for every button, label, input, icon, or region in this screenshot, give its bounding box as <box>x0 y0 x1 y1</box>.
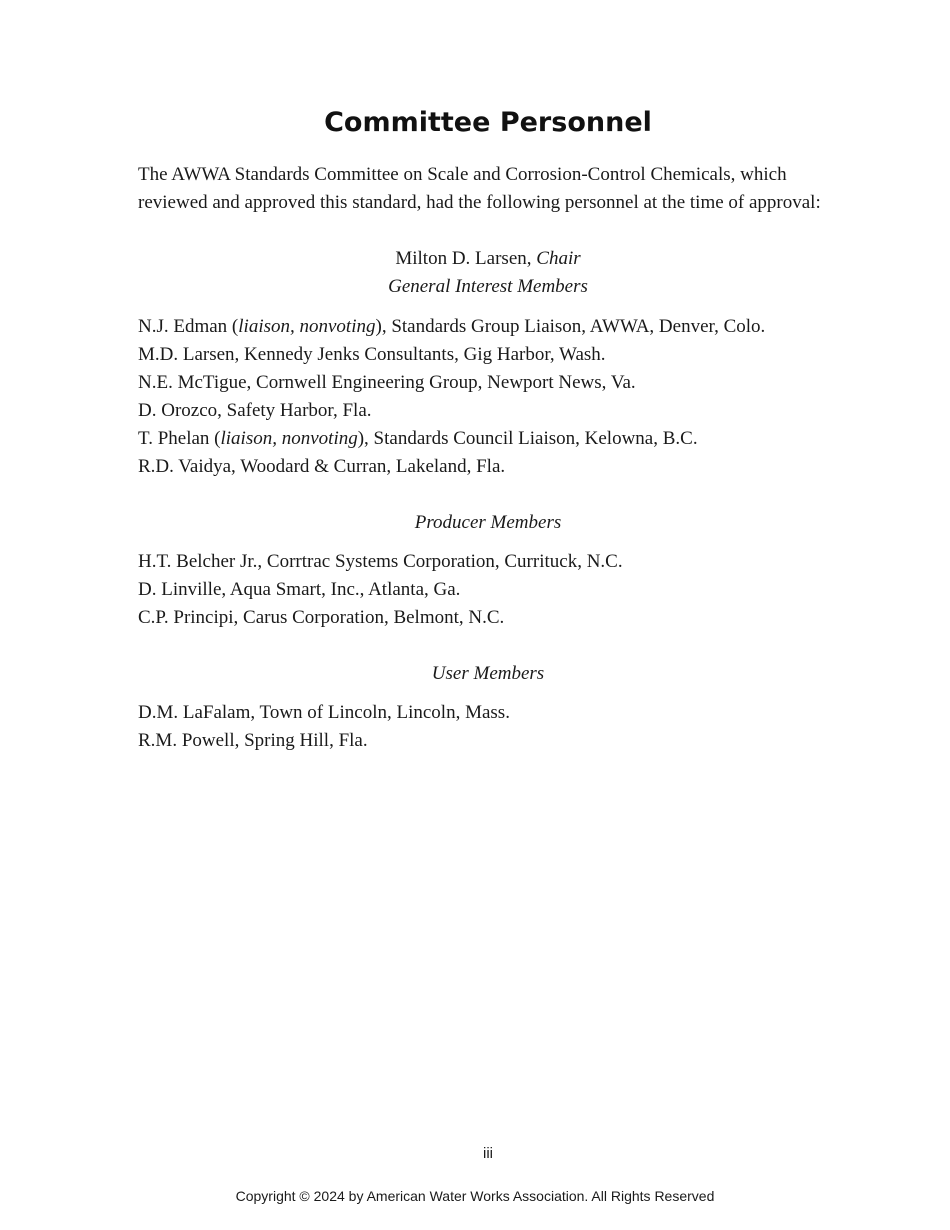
page-title: Committee Personnel <box>324 107 652 138</box>
list-item: R.D. Vaidya, Woodard & Curran, Lakeland, Fla. <box>138 456 506 477</box>
list-item: D. Linville, Aqua Smart, Inc., Atlanta, Ga. <box>138 579 461 600</box>
list-item: D. Orozco, Safety Harbor, Fla. <box>138 400 372 421</box>
list-item: R.M. Powell, Spring Hill, Fla. <box>138 730 368 751</box>
list-item: T. Phelan (liaison, nonvoting), Standards Council Liaison, Kelowna, B.C. <box>138 428 698 449</box>
list-item: N.E. McTigue, Cornwell Engineering Group, Newport News, Va. <box>138 372 636 393</box>
user-members <box>138 699 898 755</box>
general-interest-heading: General Interest Members <box>388 276 588 297</box>
list-item: H.T. Belcher Jr., Corrtrac Systems Corporation, Currituck, N.C. <box>138 551 623 572</box>
general-interest-members <box>138 313 898 481</box>
producer-members <box>138 548 898 632</box>
producer-heading: Producer Members <box>414 512 562 533</box>
chair-role: Chair <box>536 248 581 269</box>
chair-line <box>0 245 950 273</box>
list-item: M.D. Larsen, Kennedy Jenks Consultants, Gig Harbor, Wash. <box>138 344 606 365</box>
chair-name: Milton D. Larsen, <box>395 248 532 269</box>
list-item: C.P. Principi, Carus Corporation, Belmont, N.C. <box>138 607 505 628</box>
user-heading: User Members <box>431 663 545 684</box>
page-number: iii <box>483 1145 493 1162</box>
list-item: N.J. Edman (liaison, nonvoting), Standards Group Liaison, AWWA, Denver, Colo. <box>138 316 766 337</box>
list-item: D.M. LaFalam, Town of Lincoln, Lincoln, Mass. <box>138 702 510 723</box>
chair-block <box>0 245 950 301</box>
copyright-notice: Copyright © 2024 by American Water Works Association. All Rights Reserved <box>235 1188 715 1204</box>
intro-paragraph: The AWWA Standards Committee on Scale and Corrosion-Control Chemicals, which reviewed and approved this standard, had the following personnel at the time of approval: <box>138 164 821 213</box>
